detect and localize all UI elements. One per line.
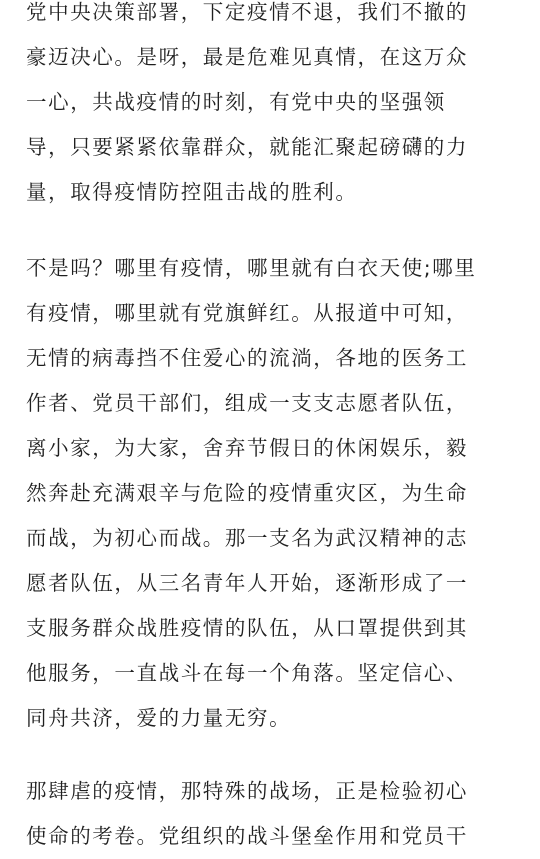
text-line: 无情的病毒挡不住爱心的流淌，各地的医务工 — [26, 346, 468, 370]
text-line: 不是吗？哪里有疫情，哪里就有白衣天使;哪里 — [26, 256, 477, 280]
text-line: 导，只要紧紧依靠群众，就能汇聚起磅礴的力 — [26, 135, 468, 159]
paragraph-1 — [26, 0, 468, 215]
text-line: 量，取得疫情防控阻击战的胜利。 — [26, 180, 358, 204]
text-line: 支服务群众战胜疫情的队伍，从口罩提供到其 — [26, 616, 468, 640]
text-line: 作者、党员干部们，组成一支支志愿者队伍， — [26, 391, 468, 415]
text-line: 豪迈决心。是呀，最是危难见真情，在这万众 — [26, 45, 468, 69]
text-line: 而战，为初心而战。那一支名为武汉精神的志 — [26, 526, 468, 550]
paragraph-2 — [26, 246, 477, 741]
text-line: 有疫情，哪里就有党旗鲜红。从报道中可知， — [26, 301, 468, 325]
text-line: 愿者队伍，从三名青年人开始，逐渐形成了一 — [26, 571, 468, 595]
text-line: 然奔赴充满艰辛与危险的疫情重灾区，为生命 — [26, 481, 468, 505]
paragraph-3 — [26, 769, 468, 859]
text-line: 党中央决策部署，下定疫情不退，我们不撤的 — [26, 0, 468, 24]
text-line: 一心，共战疫情的时刻，有党中央的坚强领 — [26, 90, 446, 114]
text-line: 同舟共济，爱的力量无穷。 — [26, 706, 292, 730]
text-line: 那肆虐的疫情，那特殊的战场，正是检验初心 — [26, 779, 468, 803]
text-line: 他服务，一直战斗在每一个角落。坚定信心、 — [26, 661, 468, 685]
text-line: 离小家，为大家，舍弃节假日的休闲娱乐，毅 — [26, 436, 468, 460]
text-line: 使命的考卷。党组织的战斗堡垒作用和党员干 — [26, 824, 468, 848]
